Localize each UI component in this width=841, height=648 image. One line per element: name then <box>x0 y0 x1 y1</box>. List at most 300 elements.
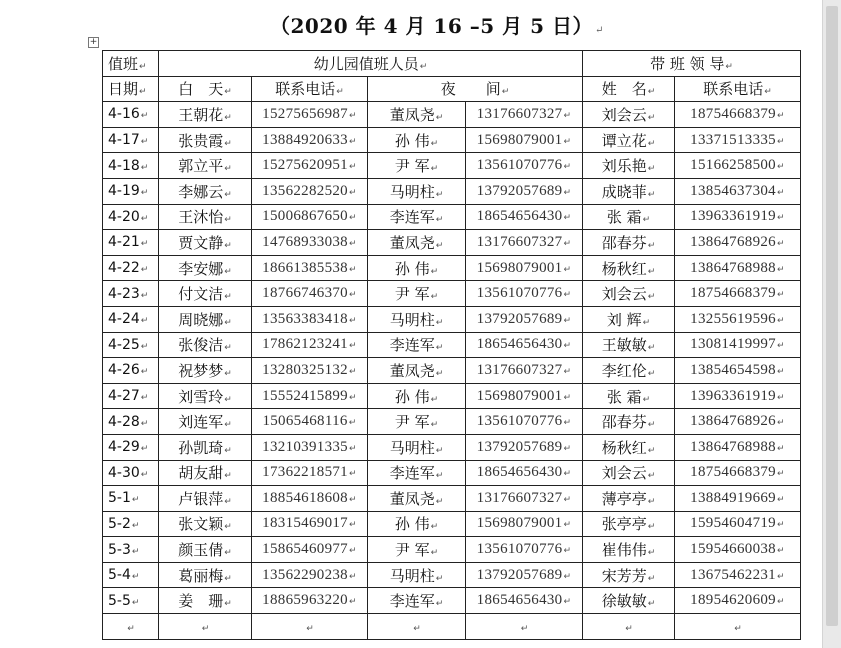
date-cell <box>103 409 159 435</box>
paragraph-mark-icon: ↵ <box>776 520 785 531</box>
night-phone-cell <box>466 460 583 486</box>
paragraph-mark-icon: ↵ <box>563 264 572 275</box>
paragraph-mark-icon: ↵ <box>776 187 785 198</box>
header-day-phone: 联系电话↵ <box>252 76 368 102</box>
night-name-cell-text: 董凤尧 <box>389 489 435 508</box>
night-phone-cell-text: 15698079001 <box>476 131 563 148</box>
paragraph-mark-icon: ↵ <box>224 471 232 482</box>
night-name-cell-text: 马明柱 <box>389 182 435 201</box>
leader-name-cell <box>583 358 675 384</box>
day-name-cell <box>159 102 252 128</box>
paragraph-mark-icon: ↵ <box>776 366 785 377</box>
day-name-cell-text: 周晓娜 <box>178 310 224 329</box>
date-cell <box>103 588 159 614</box>
header-date-line1: 值班↵ <box>103 51 159 77</box>
leader-phone-cell-text: 13255619596 <box>690 310 776 327</box>
night-name-cell <box>368 460 466 486</box>
paragraph-mark-icon: ↵ <box>734 624 742 635</box>
night-phone-cell-text: 18654656430 <box>476 208 563 225</box>
paragraph-mark-icon: ↵ <box>348 213 357 224</box>
table-row <box>103 281 801 307</box>
paragraph-mark-icon: ↵ <box>435 317 444 328</box>
day-phone-cell <box>252 102 368 128</box>
empty-cell <box>252 614 368 640</box>
date-cell-text: 5-3 <box>108 541 131 558</box>
night-phone-cell-text: 13176607327 <box>476 233 563 250</box>
paragraph-mark-icon: ↵ <box>224 368 232 379</box>
paragraph-mark-icon: ↵ <box>563 597 572 608</box>
day-phone-cell <box>252 178 368 204</box>
night-phone-cell-text: 18654656430 <box>476 464 563 481</box>
paragraph-mark-icon: ↵ <box>131 520 140 531</box>
night-name-cell-text: 马明柱 <box>389 438 435 457</box>
day-phone-cell <box>252 204 368 230</box>
leader-phone-cell-text: 13854654598 <box>690 361 776 378</box>
date-cell-text: 4-17 <box>108 132 140 149</box>
day-name-cell <box>159 358 252 384</box>
paragraph-mark-icon: ↵ <box>647 368 656 379</box>
date-cell-text: 5-5 <box>108 592 131 609</box>
paragraph-mark-icon: ↵ <box>776 546 785 557</box>
paragraph-mark-icon: ↵ <box>140 444 149 455</box>
paragraph-mark-icon: ↵ <box>127 624 135 635</box>
table-row <box>103 588 801 614</box>
date-cell-text: 4-24 <box>108 311 140 328</box>
paragraph-mark-icon: ↵ <box>563 213 572 224</box>
day-phone-cell <box>252 127 368 153</box>
night-phone-cell-text: 13176607327 <box>476 489 563 506</box>
leader-phone-cell-text: 18754668379 <box>690 285 776 302</box>
leader-name-cell-text: 杨秋红 <box>601 259 647 278</box>
paragraph-mark-icon: ↵ <box>224 599 232 610</box>
empty-cell <box>466 614 583 640</box>
leader-name-cell-text: 张 霜 <box>606 208 642 227</box>
paragraph-mark-icon: ↵ <box>224 343 232 354</box>
night-phone-cell-text: 13176607327 <box>476 361 563 378</box>
paragraph-mark-icon: ↵ <box>430 164 439 175</box>
day-phone-cell-text: 17362218571 <box>262 464 348 481</box>
paragraph-mark-icon: ↵ <box>647 599 656 610</box>
empty-cell <box>675 614 801 640</box>
leader-phone-cell <box>675 486 801 512</box>
leader-phone-cell <box>675 127 801 153</box>
night-name-cell-text: 董凤尧 <box>389 233 435 252</box>
paragraph-mark-icon: ↵ <box>140 341 149 352</box>
table-row <box>103 486 801 512</box>
night-phone-cell <box>466 537 583 563</box>
date-cell-text: 4-22 <box>108 260 140 277</box>
table-row <box>103 332 801 358</box>
paragraph-mark-icon: ↵ <box>563 187 572 198</box>
paragraph-mark-icon: ↵ <box>647 292 656 303</box>
paragraph-mark-icon: ↵ <box>647 548 656 559</box>
paragraph-mark-icon: ↵ <box>430 394 439 405</box>
header-leader-group: 带 班 领 导↵ <box>583 51 801 77</box>
paragraph-mark-icon: ↵ <box>140 393 149 404</box>
leader-name-cell-text: 刘会云 <box>601 464 647 483</box>
paragraph-mark-icon: ↵ <box>776 290 785 301</box>
night-name-cell <box>368 383 466 409</box>
day-phone-cell <box>252 434 368 460</box>
night-name-cell-text: 尹 军 <box>394 541 430 560</box>
paragraph-mark-icon: ↵ <box>224 317 232 328</box>
night-name-cell-text: 尹 军 <box>394 157 430 176</box>
day-name-cell-text: 胡友甜 <box>178 464 224 483</box>
paragraph-mark-icon: ↵ <box>430 522 439 533</box>
document-title <box>270 10 604 39</box>
day-phone-cell <box>252 153 368 179</box>
date-cell <box>103 306 159 332</box>
leader-name-cell <box>583 204 675 230</box>
paragraph-mark-icon: ↵ <box>594 25 604 36</box>
paragraph-mark-icon: ↵ <box>201 624 210 635</box>
paragraph-mark-icon: ↵ <box>647 266 656 277</box>
paragraph-mark-icon: ↵ <box>306 624 314 635</box>
night-name-cell-text: 尹 军 <box>394 413 430 432</box>
scrollbar-thumb[interactable] <box>826 6 838 626</box>
leader-name-cell <box>583 255 675 281</box>
leader-name-cell <box>583 178 675 204</box>
night-phone-cell <box>466 306 583 332</box>
date-cell <box>103 153 159 179</box>
night-name-cell-text: 马明柱 <box>389 566 435 585</box>
leader-phone-cell <box>675 306 801 332</box>
paragraph-mark-icon: ↵ <box>563 392 572 403</box>
date-cell <box>103 102 159 128</box>
leader-phone-cell <box>675 409 801 435</box>
paragraph-mark-icon: ↵ <box>131 597 140 608</box>
night-phone-cell <box>466 383 583 409</box>
date-cell-text: 5-2 <box>108 515 131 532</box>
date-cell-text: 4-27 <box>108 388 140 405</box>
paragraph-mark-icon: ↵ <box>563 520 572 531</box>
paragraph-mark-icon: ↵ <box>140 265 149 276</box>
night-phone-cell <box>466 178 583 204</box>
paragraph-mark-icon: ↵ <box>435 112 444 123</box>
table-row <box>103 460 801 486</box>
header-day: 白 天↵ <box>159 76 252 102</box>
day-phone-cell-text: 17862123241 <box>262 336 348 353</box>
night-name-cell <box>368 511 466 537</box>
table-row <box>103 537 801 563</box>
leader-name-cell <box>583 127 675 153</box>
day-name-cell-text: 葛丽梅 <box>178 566 224 585</box>
leader-name-cell-text: 崔伟伟 <box>601 541 647 560</box>
night-name-cell <box>368 178 466 204</box>
table-row <box>103 178 801 204</box>
leader-name-cell <box>583 153 675 179</box>
night-phone-cell-text: 13561070776 <box>476 285 563 302</box>
night-phone-cell-text: 15698079001 <box>476 387 563 404</box>
paragraph-mark-icon: ↵ <box>647 164 656 175</box>
paragraph-mark-icon: ↵ <box>776 341 785 352</box>
night-name-cell-text: 孙 伟 <box>394 387 430 406</box>
paragraph-mark-icon: ↵ <box>776 315 785 326</box>
date-cell-text: 4-25 <box>108 336 140 353</box>
paragraph-mark-icon: ↵ <box>776 264 785 275</box>
leader-name-cell-text: 徐敏敏 <box>601 592 647 611</box>
paragraph-mark-icon: ↵ <box>140 162 149 173</box>
day-phone-cell-text: 15065468116 <box>262 413 348 430</box>
leader-phone-cell-text: 13963361919 <box>690 387 776 404</box>
night-phone-cell <box>466 511 583 537</box>
night-name-cell <box>368 153 466 179</box>
leader-name-cell-text: 李红伦 <box>601 361 647 380</box>
leader-phone-cell <box>675 255 801 281</box>
date-cell <box>103 332 159 358</box>
paragraph-mark-icon: ↵ <box>776 238 785 249</box>
day-phone-cell-text: 15552415899 <box>262 387 348 404</box>
day-name-cell-text: 姜 珊 <box>178 592 224 611</box>
night-phone-cell <box>466 486 583 512</box>
day-name-cell-text: 孙凯琦 <box>178 438 224 457</box>
leader-phone-cell-text: 13884919669 <box>690 489 776 506</box>
night-name-cell <box>368 409 466 435</box>
leader-phone-cell <box>675 434 801 460</box>
paragraph-mark-icon: ↵ <box>348 341 357 352</box>
day-phone-cell-text: 18766746370 <box>262 285 348 302</box>
night-phone-cell-text: 15698079001 <box>476 259 563 276</box>
day-phone-cell <box>252 306 368 332</box>
table-row <box>103 153 801 179</box>
paragraph-mark-icon: ↵ <box>647 138 656 149</box>
paragraph-mark-icon: ↵ <box>563 494 572 505</box>
table-row <box>103 306 801 332</box>
leader-name-cell <box>583 409 675 435</box>
paragraph-mark-icon: ↵ <box>224 138 232 149</box>
night-name-cell <box>368 486 466 512</box>
paragraph-mark-icon: ↵ <box>140 316 149 327</box>
table-row <box>103 204 801 230</box>
paragraph-mark-icon: ↵ <box>348 264 357 275</box>
leader-phone-cell <box>675 204 801 230</box>
paragraph-mark-icon: ↵ <box>348 187 357 198</box>
leader-name-cell <box>583 102 675 128</box>
paragraph-mark-icon: ↵ <box>348 443 357 454</box>
leader-name-cell <box>583 332 675 358</box>
paragraph-mark-icon: ↵ <box>348 366 357 377</box>
empty-cell <box>368 614 466 640</box>
paragraph-mark-icon: ↵ <box>776 571 785 582</box>
table-row <box>103 434 801 460</box>
table-row <box>103 230 801 256</box>
date-cell <box>103 383 159 409</box>
paragraph-mark-icon: ↵ <box>563 571 572 582</box>
night-phone-cell <box>466 230 583 256</box>
header-date-line2: 日期↵ <box>103 76 159 102</box>
night-phone-cell <box>466 409 583 435</box>
paragraph-mark-icon: ↵ <box>224 394 232 405</box>
table-row <box>103 562 801 588</box>
header-night: 夜 间↵ <box>368 76 583 102</box>
day-name-cell <box>159 460 252 486</box>
paragraph-mark-icon: ↵ <box>140 290 149 301</box>
header-row-2 <box>103 76 801 102</box>
night-name-cell <box>368 281 466 307</box>
empty-row <box>103 614 801 640</box>
date-cell <box>103 537 159 563</box>
empty-cell <box>159 614 252 640</box>
paragraph-mark-icon: ↵ <box>430 420 439 431</box>
date-cell-text: 4-29 <box>108 439 140 456</box>
leader-phone-cell <box>675 511 801 537</box>
date-cell-text: 4-26 <box>108 362 140 379</box>
leader-name-cell <box>583 537 675 563</box>
paragraph-mark-icon: ↵ <box>348 571 357 582</box>
leader-name-cell <box>583 562 675 588</box>
leader-phone-cell <box>675 588 801 614</box>
leader-phone-cell-text: 15954660038 <box>690 541 776 558</box>
paragraph-mark-icon: ↵ <box>348 392 357 403</box>
leader-name-cell <box>583 460 675 486</box>
day-name-cell-text: 刘连军 <box>178 413 224 432</box>
night-name-cell-text: 李连军 <box>389 592 435 611</box>
day-name-cell-text: 张俊洁 <box>178 336 224 355</box>
paragraph-mark-icon: ↵ <box>348 136 357 147</box>
leader-name-cell-text: 刘会云 <box>601 105 647 124</box>
night-name-cell-text: 孙 伟 <box>394 131 430 150</box>
leader-phone-cell-text: 13854637304 <box>690 182 776 199</box>
paragraph-mark-icon: ↵ <box>140 469 149 480</box>
leader-phone-cell <box>675 102 801 128</box>
leader-name-cell <box>583 230 675 256</box>
day-phone-cell-text: 18854618608 <box>262 489 348 506</box>
day-phone-cell <box>252 537 368 563</box>
leader-phone-cell-text: 18954620609 <box>690 592 776 609</box>
paragraph-mark-icon: ↵ <box>430 138 439 149</box>
paragraph-mark-icon: ↵ <box>563 366 572 377</box>
day-phone-cell-text: 13210391335 <box>262 438 348 455</box>
day-phone-cell-text: 13562290238 <box>262 566 348 583</box>
paragraph-mark-icon: ↵ <box>224 164 232 175</box>
day-phone-cell <box>252 511 368 537</box>
leader-phone-cell <box>675 230 801 256</box>
leader-name-cell-text: 王敏敏 <box>601 336 647 355</box>
date-cell-text: 5-4 <box>108 567 131 584</box>
paragraph-mark-icon: ↵ <box>776 213 785 224</box>
paragraph-mark-icon: ↵ <box>647 471 656 482</box>
date-cell <box>103 127 159 153</box>
leader-phone-cell-text: 13963361919 <box>690 208 776 225</box>
date-cell <box>103 562 159 588</box>
day-phone-cell-text: 15275620951 <box>262 157 348 174</box>
day-phone-cell <box>252 281 368 307</box>
paragraph-mark-icon: ↵ <box>647 522 656 533</box>
leader-phone-cell-text: 13371513335 <box>690 131 776 148</box>
leader-phone-cell-text: 13864768926 <box>690 413 776 430</box>
leader-phone-cell-text: 15954604719 <box>690 515 776 532</box>
table-row <box>103 409 801 435</box>
table-row <box>103 102 801 128</box>
paragraph-mark-icon: ↵ <box>776 110 785 121</box>
paragraph-mark-icon: ↵ <box>563 443 572 454</box>
date-cell-text: 4-19 <box>108 183 140 200</box>
paragraph-mark-icon: ↵ <box>348 315 357 326</box>
night-name-cell-text: 马明柱 <box>389 310 435 329</box>
header-row-1 <box>103 51 801 77</box>
paragraph-mark-icon: ↵ <box>430 292 439 303</box>
date-cell <box>103 434 159 460</box>
night-name-cell-text: 李连军 <box>389 464 435 483</box>
leader-phone-cell <box>675 383 801 409</box>
night-name-cell <box>368 537 466 563</box>
night-name-cell <box>368 230 466 256</box>
paragraph-mark-icon: ↵ <box>224 420 232 431</box>
day-phone-cell <box>252 358 368 384</box>
leader-name-cell <box>583 486 675 512</box>
move-handle-icon[interactable]: + <box>89 37 98 47</box>
night-name-cell <box>368 588 466 614</box>
day-phone-cell <box>252 588 368 614</box>
day-phone-cell-text: 18865963220 <box>262 592 348 609</box>
date-cell-text: 4-23 <box>108 285 140 302</box>
date-cell <box>103 178 159 204</box>
paragraph-mark-icon: ↵ <box>520 624 529 635</box>
paragraph-mark-icon: ↵ <box>131 572 140 583</box>
date-cell <box>103 255 159 281</box>
paragraph-mark-icon: ↵ <box>430 266 439 277</box>
empty-cell <box>583 614 675 640</box>
paragraph-mark-icon: ↵ <box>348 597 357 608</box>
header-kg-group: 幼儿园值班人员↵ <box>159 51 583 77</box>
table-row <box>103 511 801 537</box>
day-name-cell-text: 王朝花 <box>178 105 224 124</box>
paragraph-mark-icon: ↵ <box>413 624 421 635</box>
paragraph-mark-icon: ↵ <box>348 546 357 557</box>
day-phone-cell <box>252 383 368 409</box>
date-cell-text: 5-1 <box>108 490 131 507</box>
day-name-cell <box>159 409 252 435</box>
date-cell <box>103 230 159 256</box>
day-phone-cell <box>252 332 368 358</box>
day-phone-cell <box>252 460 368 486</box>
paragraph-mark-icon: ↵ <box>224 112 232 123</box>
night-name-cell-text: 尹 军 <box>394 285 430 304</box>
duty-schedule-table <box>102 50 801 640</box>
paragraph-mark-icon: ↵ <box>776 597 785 608</box>
paragraph-mark-icon: ↵ <box>563 238 572 249</box>
leader-phone-cell-text: 13675462231 <box>690 566 776 583</box>
day-name-cell <box>159 383 252 409</box>
leader-phone-cell <box>675 358 801 384</box>
day-name-cell <box>159 537 252 563</box>
day-name-cell <box>159 281 252 307</box>
table-row <box>103 358 801 384</box>
night-phone-cell-text: 13561070776 <box>476 413 563 430</box>
paragraph-mark-icon: ↵ <box>224 240 232 251</box>
day-phone-cell-text: 13280325132 <box>262 361 348 378</box>
leader-name-cell-text: 刘会云 <box>601 285 647 304</box>
night-phone-cell <box>466 281 583 307</box>
paragraph-mark-icon: ↵ <box>625 624 633 635</box>
leader-phone-cell <box>675 537 801 563</box>
paragraph-mark-icon: ↵ <box>563 162 572 173</box>
paragraph-mark-icon: ↵ <box>647 240 656 251</box>
paragraph-mark-icon: ↵ <box>224 548 232 559</box>
night-phone-cell-text: 13561070776 <box>476 157 563 174</box>
title-text: （2020 年 4 月 16 –5 月 5 日） <box>270 14 593 38</box>
paragraph-mark-icon: ↵ <box>435 573 444 584</box>
vertical-scrollbar[interactable] <box>822 0 841 648</box>
night-name-cell <box>368 255 466 281</box>
day-name-cell-text: 王沐怡 <box>178 208 224 227</box>
paragraph-mark-icon: ↵ <box>140 418 149 429</box>
leader-phone-cell-text: 13864768926 <box>690 233 776 250</box>
night-name-cell <box>368 434 466 460</box>
table-row <box>103 127 801 153</box>
night-name-cell <box>368 562 466 588</box>
paragraph-mark-icon: ↵ <box>140 239 149 250</box>
